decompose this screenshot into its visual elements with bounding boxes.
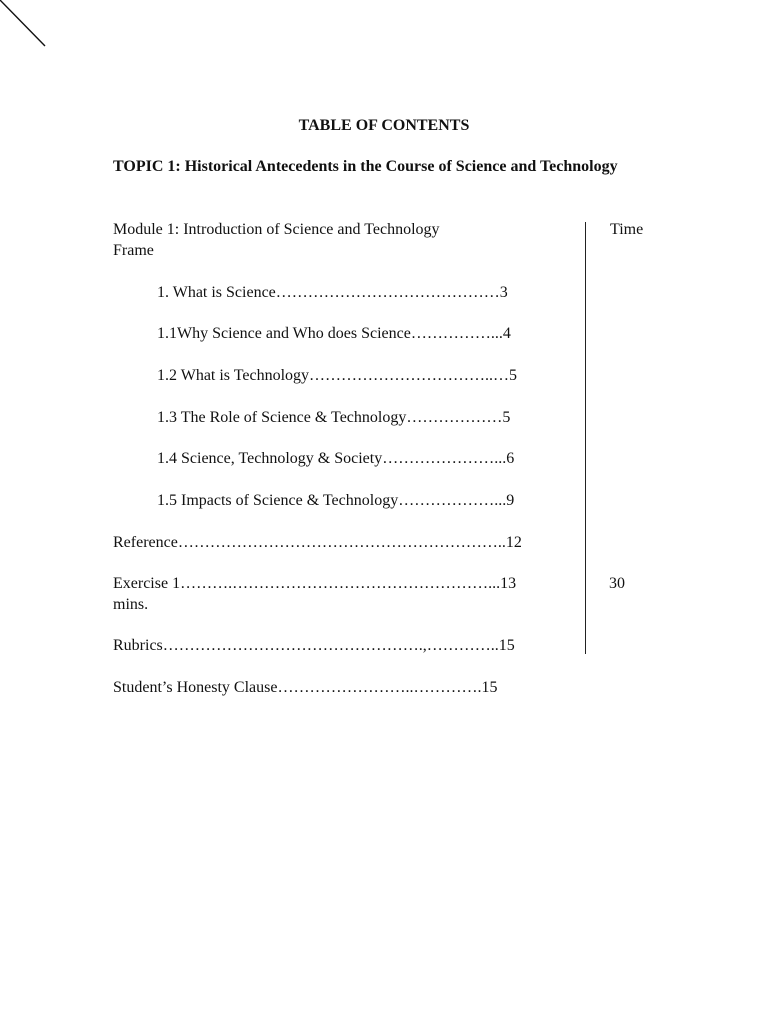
column-divider: [585, 222, 586, 654]
toc-entry-exercise: [113, 573, 573, 615]
module-title: Module 1: Introduction of Science and Technology: [113, 221, 440, 238]
toc-entry-impacts: 1.5 Impacts of Science & Technology………………...9: [157, 492, 515, 509]
toc-entry-science-society: 1.4 Science, Technology & Society…………………...6: [157, 450, 515, 467]
topic-heading: TOPIC 1: Historical Antecedents in the Course of Science and Technology: [113, 158, 618, 175]
exercise-duration: 30: [609, 575, 625, 592]
corner-fold-line: [0, 0, 50, 50]
page-title: TABLE OF CONTENTS: [298, 117, 470, 134]
toc-entry-honesty-clause: Student’s Honesty Clause……………………..………….15: [113, 679, 498, 696]
exercise-line-continued: mins.: [113, 596, 149, 613]
toc-entry-what-is-science: 1. What is Science……………………………………3: [157, 284, 508, 301]
toc-entry-what-is-technology: 1.2 What is Technology……………………………..…5: [157, 367, 518, 384]
toc-entry-role-of-science: 1.3 The Role of Science & Technology………………5: [157, 409, 511, 426]
module-title-continued: Frame: [113, 242, 154, 259]
toc-entry-why-science: 1.1Why Science and Who does Science……………...4: [157, 325, 511, 342]
toc-entry-reference: Reference……………………………………………………..12: [113, 534, 522, 551]
exercise-line: Exercise 1……….…………………………………………...13: [113, 575, 517, 592]
time-column-label: Time: [610, 221, 644, 238]
module-heading: [113, 219, 513, 261]
toc-entry-rubrics: Rubrics………………………………………….,…………..15: [113, 637, 515, 654]
